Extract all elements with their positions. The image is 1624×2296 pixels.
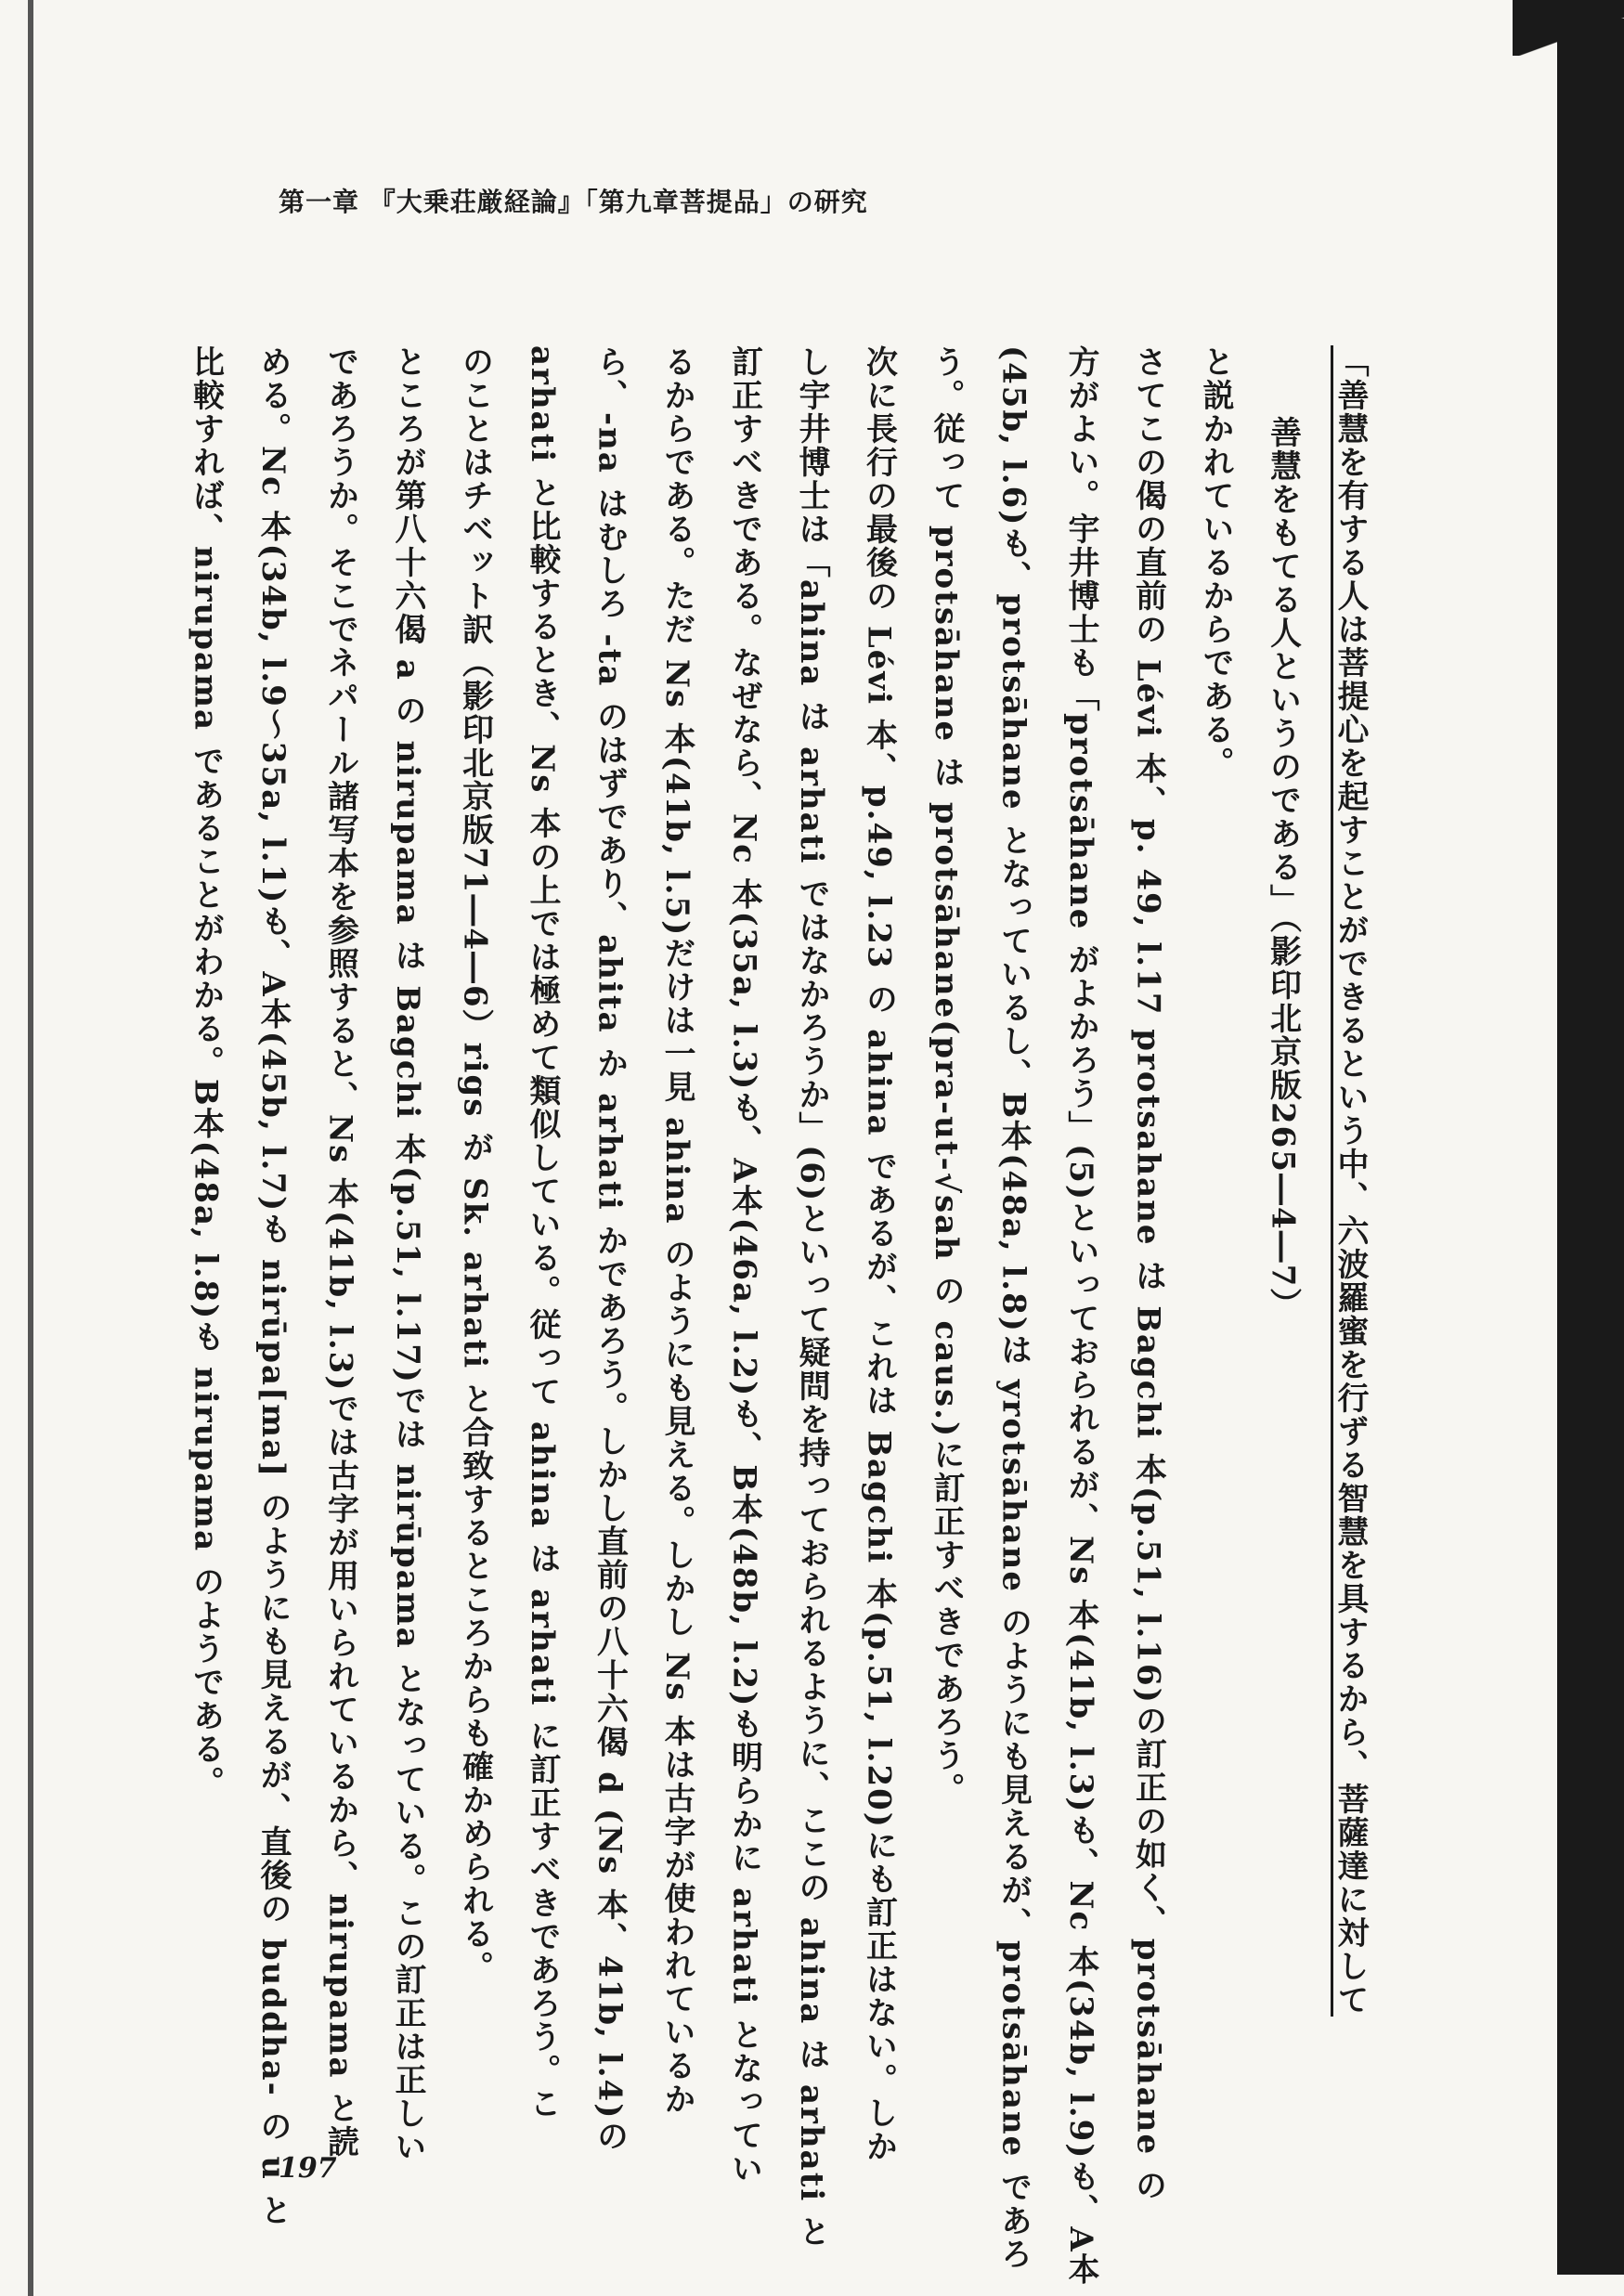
page-number: 197: [279, 2152, 337, 2185]
text-line: ところが第八十六偈 a の nirupama は Bagchi 本(p.51, l.17)では nirūpama となっている。この訂正は正しい: [389, 345, 426, 2164]
text-line: arhati と比較するとき、Ns 本の上では極めて類似している。従って ahina は arhati に訂正すべきであろう。こ: [524, 345, 561, 2121]
text-line: 比較すれば、nirupama であることがわかる。B本(48a, l.8)も nirupama のようである。: [187, 345, 225, 1800]
text-line: める。Nc 本(34b, l.9〜35a, l.1)も、A本(45b, l.7)も nirūpa[ma] のようにも見えるが、直後の buddha- の u と: [254, 345, 292, 2228]
scan-shadow-edge: [1557, 19, 1624, 2275]
text-line: う。従って protsāhane は protsāhane(pra-ut-√sah の caus.)に訂正すべきであろう。: [928, 345, 965, 1807]
text-line: 方がよい。宇井博士も「protsāhane がよかろう」(5)といっておられるが、Ns 本(41b, l.3)も、Nc 本(34b, l.9)も、A本: [1062, 345, 1099, 2287]
text-line: 善慧をもてる人というのである」（影印北京版265―4―7）: [1264, 416, 1302, 1322]
running-head: 第一章 『大乗荘厳経論』「第九章菩提品」の研究: [279, 187, 868, 217]
text-line: 次に長行の最後の Lévi 本、p.49, l.23 の ahina であるが、これは Bagchi 本(p.51, l.20)にも訂正はない。しか: [860, 345, 898, 2163]
text-line: し宇井博士は「ahina は arhati ではなかろうか」(6)といって疑問を持っておられるように、ここの ahina は arhati と: [793, 345, 830, 2250]
text-line: であろうか。そこでネパール諸写本を参照すると、Ns 本(41b, l.3)では古字が用いられているから、nirupama と読: [321, 345, 359, 2160]
text-line: (45b, l.6)も、protsāhane となっているし、B本(48a, l.8)は yrotsāhane のようにも見えるが、protsāhane であろ: [994, 345, 1033, 2272]
text-line: 「善慧を有する人は菩提心を起すことができるという中、六波羅蜜を行ずる智慧を具するから、菩薩達に対して: [1332, 345, 1369, 2017]
text-line: ら、-na はむしろ -ta のはずであり、ahita か arhati かであろう。しかし直前の八十六偈 d (Ns 本、41b, l.4)の: [591, 345, 629, 2154]
text-line: と説かれているからである。: [1197, 345, 1234, 780]
text-line: のことはチベット訳（影印北京版71―4―6）rigs が Sk. arhati と合致するところからも確かめられる。: [456, 345, 494, 1984]
page-left-border: [28, 0, 33, 2296]
text-line: 訂正すべきである。なぜなら、Nc 本(35a, l.3)も、A本(46a, l.2)も、B本(48b, l.2)も明らかに arhati となってい: [725, 345, 763, 2186]
text-line: るからである。ただ Ns 本(41b, l.5)だけは一見 ahina のようにも見える。しかし Ns 本は古字が使われているか: [658, 345, 695, 2117]
text-line: さてこの偈の直前の Lévi 本、p. 49, l.17 protsahane は Bagchi 本(p.51, l.16)の訂正の如く、protsāhane の: [1129, 345, 1167, 2202]
